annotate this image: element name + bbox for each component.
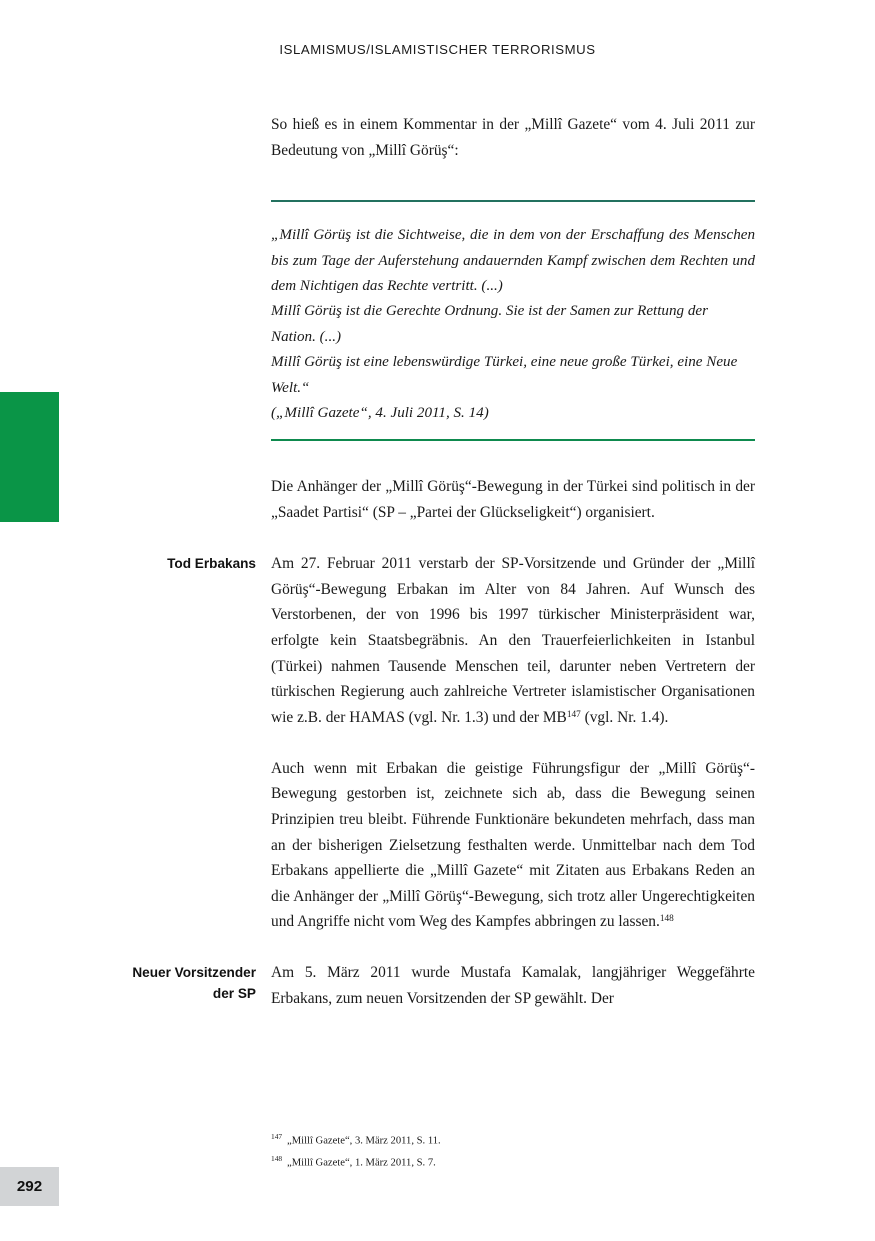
- quote-line-1: „Millî Görüş ist die Sichtweise, die in dem von der Erschaffung des Menschen bis zum Tage der Auferstehung andauernden Kampf zwischen dem Rechten und dem Nichtigen das Rechte vertritt. (...): [271, 227, 755, 294]
- paragraph-block-neuer-vorsitzender: [132, 960, 755, 1011]
- margin-note-neuer-vorsitzender-line2: der SP: [212, 986, 256, 1002]
- paragraph-anhaenger: Die Anhänger der „Millî Görüş“-Bewegung in der Türkei sind politisch in der „Saadet Partisi“ (SP – „Partei der Glückseligkeit“) organisiert.: [271, 478, 755, 522]
- paragraph-auch-wenn-text: Auch wenn mit Erbakan die geistige Führungsfigur der „Millî Görüş“-Bewegung gestorben ist, zeichnete sich ab, dass die Bewegung seinen Prinzipien treu bleibt. Führende Funktionäre bekundeten mehrfach, dass man an der bisherigen Zielsetzung festhalten werde. Unmittelbar nach dem Tod Erbakans appellierte die „Millî Gazete“ mit Zitaten aus Erbakans Reden an die Anhänger der „Millî Görüş“-Bewegung, sich trotz aller Ungerechtigkeiten und Angriffe nicht vom Weg des Kampfes abbringen zu lassen.: [271, 759, 755, 931]
- quote-line-2: Millî Görüş ist die Gerechte Ordnung. Sie ist der Samen zur Rettung der Nation. (...): [271, 303, 708, 345]
- paragraph-tod-erbakans-text-a: Am 27. Februar 2011 verstarb der SP-Vorsitzende und Gründer der „Millî Görüş“-Bewegung Erbakan im Alter von 84 Jahren. Auf Wunsch des Verstorbenen, der von 1996 bis 1997 türkischer Ministerpräsident war, erfolgte kein Staatsbegräbnis. An den Trauerfeierlichkeiten in Istanbul (Türkei) nahmen Tausende Menschen teil, darunter neben Vertretern der türkischen Regierung auch zahlreiche Vertreter islamistischer Organisationen wie z.B. der HAMAS (vgl. Nr. 1.3) und der MB: [271, 555, 755, 726]
- footnote-item: [271, 1150, 755, 1172]
- paragraph-auch-wenn: [271, 756, 755, 935]
- footnote-ref-147[interactable]: 147: [566, 709, 581, 720]
- paragraph-neuer-vorsitzender: Am 5. März 2011 wurde Mustafa Kamalak, langjähriger Weggefährte Erbakans, zum neuen Vorsitzenden der SP gewählt. Der: [271, 964, 755, 1008]
- margin-note-neuer-vorsitzender-line1: Neuer Vorsitzender: [132, 965, 256, 981]
- intro-paragraph: So hieß es in einem Kommentar in der „Millî Gazete“ vom 4. Juli 2011 zur Bedeutung von „Millî Görüş“:: [271, 116, 755, 159]
- footnote-number: 147: [271, 1132, 283, 1141]
- paragraph-block-anhaenger: [271, 474, 755, 525]
- quote-source: („Millî Gazete“, 4. Juli 2011, S. 14): [271, 405, 489, 422]
- chapter-thumb-tab: [0, 392, 59, 522]
- paragraph-block-tod-erbakans: [167, 551, 755, 730]
- margin-note-neuer-vorsitzender: [66, 962, 256, 1004]
- blockquote: [271, 200, 755, 441]
- running-head: ISLAMISMUS/ISLAMISTISCHER TERRORISMUS: [279, 42, 596, 57]
- page-folio: [0, 1167, 59, 1206]
- footnotes-area: [271, 1128, 755, 1172]
- paragraph-tod-erbakans: [271, 551, 755, 730]
- footnote-text: „Millî Gazete“, 3. März 2011, S. 11.: [287, 1135, 441, 1147]
- text-column: [132, 112, 755, 1012]
- footnote-item: [271, 1128, 755, 1150]
- footnote-ref-148[interactable]: 148: [659, 914, 674, 925]
- footnote-text: „Millî Gazete“, 1. März 2011, S. 7.: [287, 1157, 436, 1169]
- quote-line-3: Millî Görüş ist eine lebenswürdige Türkei, eine neue große Türkei, eine Neue Welt.“: [271, 354, 738, 396]
- footnote-number: 148: [271, 1153, 283, 1163]
- paragraph-block-auch-wenn: [271, 756, 755, 935]
- page-number: 292: [16, 1178, 43, 1195]
- paragraph-tod-erbakans-text-b: (vgl. Nr. 1.4).: [580, 708, 669, 726]
- margin-note-tod-erbakans: Tod Erbakans: [167, 556, 256, 572]
